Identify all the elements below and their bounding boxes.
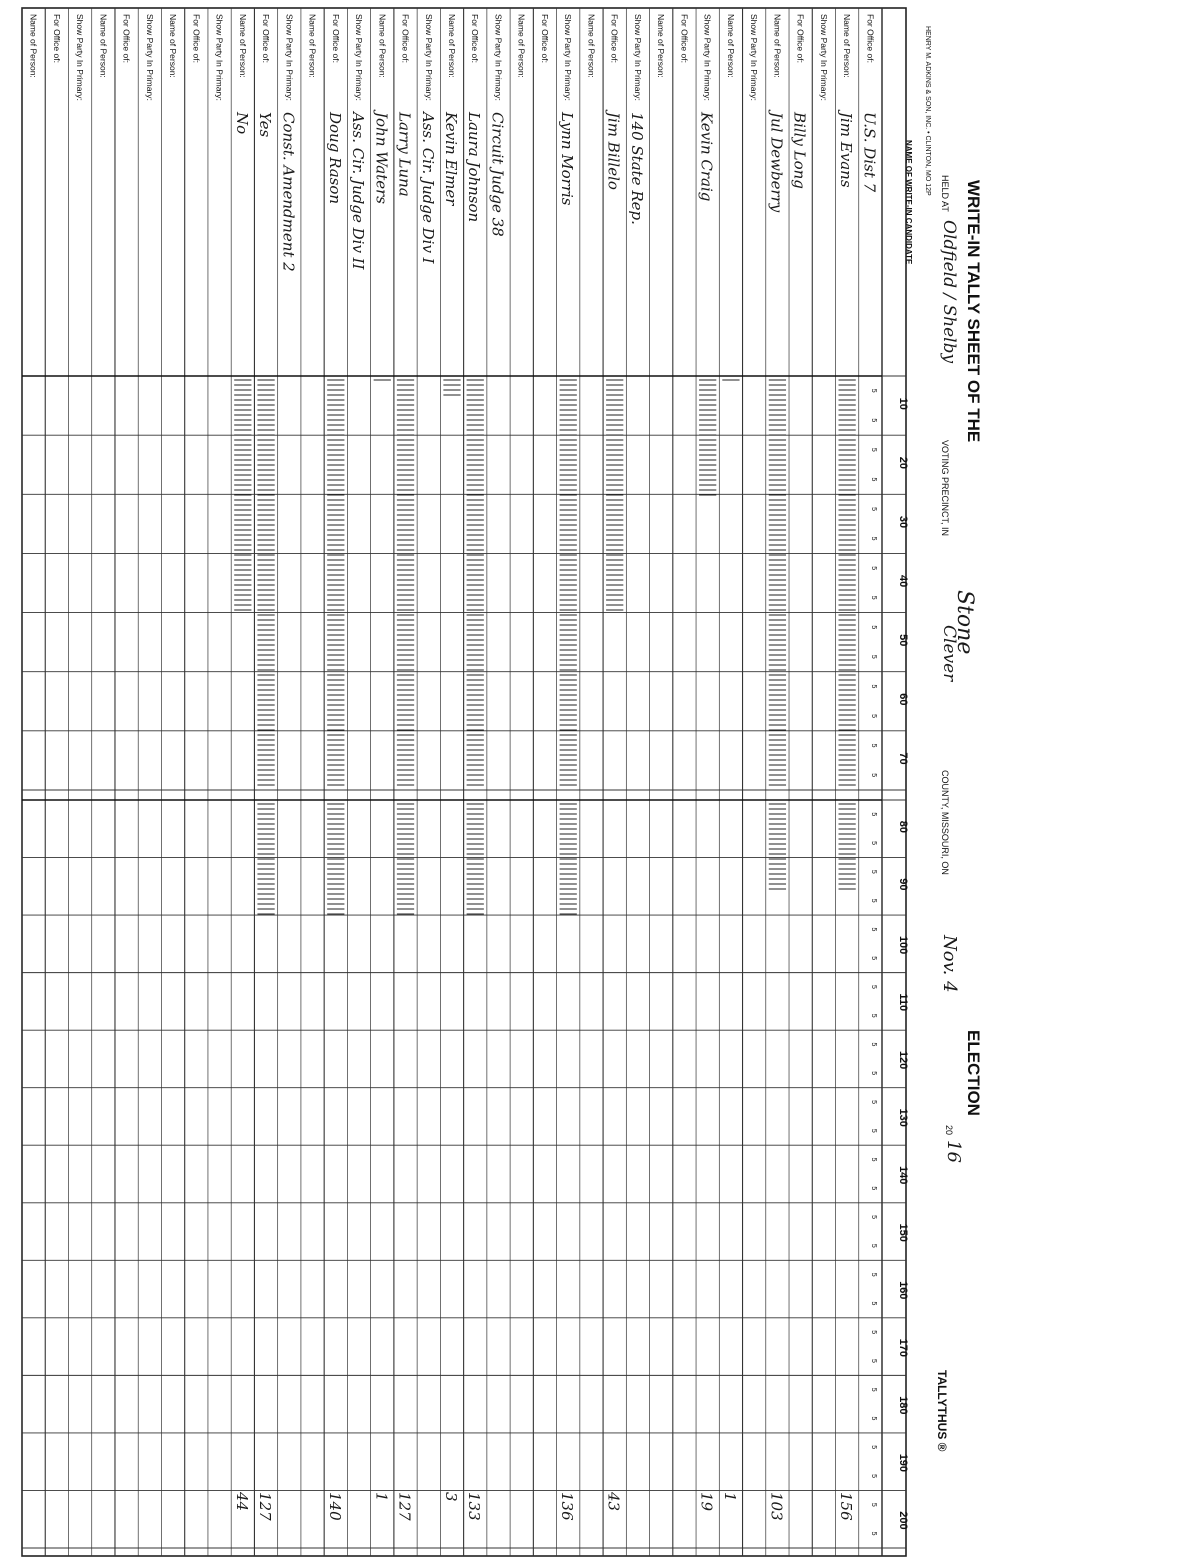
row-label: Name of Person: — [307, 14, 318, 78]
row-label: Show Party In Primary: — [284, 14, 295, 101]
scale-sub-marker: 5 — [870, 477, 877, 482]
scale-label: 180 — [897, 1396, 909, 1415]
row-label: Show Party In Primary: — [632, 14, 643, 101]
scale-sub-marker: 5 — [870, 1128, 877, 1133]
scale-label: 120 — [897, 1050, 909, 1070]
scale-sub-marker: 5 — [870, 654, 877, 659]
candidate-entry: Circuit Judge 38 — [488, 112, 507, 237]
scale-sub-marker: 5 — [870, 566, 877, 571]
scale-sub-marker: 5 — [870, 447, 877, 452]
candidate-entry: Kevin Elmer — [442, 112, 460, 206]
row-total: 103 — [767, 1492, 786, 1521]
scale-label: 50 — [897, 634, 909, 647]
scale-label: 20 — [897, 456, 909, 469]
scale-label: 30 — [897, 515, 909, 529]
row-label: For Office of: — [865, 14, 876, 63]
scale-sub-marker: 5 — [870, 1416, 877, 1421]
row-total: 127 — [395, 1492, 414, 1521]
row-label: Name of Person: — [237, 14, 248, 78]
scale-sub-marker: 5 — [870, 1243, 877, 1248]
candidate-entry: Jim Billelo — [604, 112, 623, 190]
scale-sub-marker: 5 — [870, 714, 877, 718]
row-label: Show Party In Primary: — [214, 14, 225, 101]
scale-sub-marker: 5 — [870, 1301, 877, 1306]
scale-sub-marker: 5 — [870, 1013, 877, 1018]
row-label: Show Party In Primary: — [563, 14, 574, 101]
row-label: Name of Person: — [772, 14, 783, 78]
scale-sub-marker: 5 — [870, 625, 877, 630]
column-header: NAME OF WRITE-IN CANDIDATE — [904, 140, 913, 265]
candidate-entry: 140 State Rep. — [627, 112, 646, 225]
scale-label: 60 — [897, 693, 909, 706]
county-label: COUNTY, MISSOURI, ON — [940, 770, 950, 875]
row-label: Name of Person: — [168, 14, 179, 78]
row-label: Name of Person: — [656, 14, 667, 78]
candidate-entry: Kevin Craig — [697, 112, 716, 202]
candidate-entry: Laura Johnson — [465, 112, 484, 223]
scale-sub-marker: 5 — [870, 536, 877, 541]
scale-sub-marker: 5 — [870, 1474, 877, 1478]
row-label: Name of Person: — [28, 14, 39, 78]
scale-label: 150 — [897, 1223, 909, 1242]
scale-sub-marker: 5 — [870, 743, 877, 748]
candidate-entry: Larry Luna — [395, 112, 414, 197]
scale-sub-marker: 5 — [870, 1445, 877, 1450]
row-label: Show Party In Primary: — [493, 14, 504, 101]
row-label: Show Party In Primary: — [749, 14, 760, 101]
candidate-entry: Doug Rason — [325, 112, 344, 205]
row-total: 1 — [372, 1492, 391, 1502]
candidate-entry: Billy Long — [790, 112, 809, 189]
scale-sub-marker: 5 — [870, 841, 877, 846]
candidate-entry: Yes — [256, 112, 275, 138]
row-total: 19 — [697, 1492, 716, 1512]
scale-label: 140 — [897, 1166, 909, 1185]
row-label: Show Party In Primary: — [702, 14, 713, 101]
scale-label: 110 — [897, 993, 909, 1012]
scale-sub-marker: 5 — [870, 1071, 877, 1076]
printer-credit: HENRY M. ADKINS & SON, INC. • CLINTON, MO 12P — [924, 26, 931, 196]
row-label: Show Party In Primary: — [144, 14, 155, 101]
scale-label: 70 — [897, 752, 909, 765]
scale-sub-marker: 5 — [870, 1186, 877, 1191]
row-label: Show Party In Primary: — [818, 14, 829, 101]
scale-label: 80 — [897, 820, 909, 834]
scale-label: 10 — [897, 397, 909, 410]
voting-precinct-label: VOTING PRECINCT, IN — [940, 440, 950, 537]
scale-label: 160 — [897, 1281, 909, 1300]
row-total: 127 — [256, 1492, 275, 1521]
row-label: Name of Person: — [516, 14, 527, 78]
row-label: For Office of: — [679, 14, 690, 63]
scale-sub-marker: 5 — [870, 418, 877, 423]
row-total: 43 — [604, 1492, 623, 1512]
row-total: 156 — [837, 1492, 856, 1521]
scale-label: 100 — [897, 935, 909, 955]
scale-sub-marker: 5 — [870, 1502, 877, 1507]
candidate-entry: Lynn Morris — [558, 112, 577, 206]
scale-sub-marker: 5 — [870, 927, 877, 932]
candidate-entry: Ass. Cir. Judge Div I — [418, 112, 437, 264]
scale-sub-marker: 5 — [870, 595, 877, 600]
scale-sub-marker: 5 — [870, 684, 877, 689]
candidate-entry: Jim Evans — [837, 112, 856, 188]
row-label: For Office of: — [609, 14, 620, 63]
row-label: Name of Person: — [447, 14, 457, 78]
scale-label: 190 — [897, 1453, 909, 1473]
row-label: Name of Person: — [842, 14, 853, 78]
scale-sub-marker: 5 — [870, 812, 877, 817]
year-prefix: 20 — [944, 1125, 954, 1136]
scale-sub-marker: 5 — [870, 956, 877, 961]
date-value: Nov. 4 — [939, 935, 960, 993]
tally-brand: TALLYTHUS ® — [935, 1370, 949, 1452]
row-label: For Office of: — [400, 14, 411, 63]
scale-sub-marker: 5 — [870, 1215, 877, 1220]
row-label: Show Party In Primary: — [423, 14, 434, 101]
scale-sub-marker: 5 — [870, 1387, 877, 1392]
row-total: 1 — [720, 1492, 739, 1502]
row-label: For Office of: — [51, 14, 62, 63]
scale-label: 130 — [897, 1108, 909, 1127]
scale-label: 200 — [897, 1511, 909, 1530]
candidate-entry: No — [232, 112, 251, 135]
candidate-entry: Const. Amendment 2 — [279, 112, 298, 272]
row-label: Name of Person: — [586, 14, 597, 78]
precinct-value: Clever — [939, 625, 959, 682]
held-at-label: HELD AT — [940, 175, 950, 212]
scale-label: 170 — [897, 1338, 909, 1357]
row-label: For Office of: — [330, 14, 341, 63]
scale-sub-marker: 5 — [870, 1272, 877, 1277]
row-label: Name of Person: — [725, 14, 736, 78]
scale-sub-marker: 5 — [870, 1100, 877, 1104]
candidate-entry: John Waters — [372, 112, 391, 204]
candidate-entry: Ass. Cir. Judge Div II — [349, 112, 368, 270]
row-total: 133 — [465, 1492, 484, 1521]
scale-sub-marker: 5 — [870, 1042, 877, 1047]
scale-sub-marker: 5 — [870, 898, 877, 903]
row-label: For Office of: — [191, 14, 202, 63]
candidate-entry: U.S. Dist 7 — [860, 112, 879, 193]
scale-sub-marker: 5 — [870, 388, 877, 393]
row-total: 140 — [325, 1492, 344, 1521]
row-label: Name of Person: — [98, 14, 109, 78]
row-total: 3 — [442, 1492, 460, 1502]
row-total: 44 — [232, 1492, 251, 1512]
candidate-entry: Jul Dewberry — [767, 112, 786, 213]
row-label: For Office of: — [261, 14, 272, 63]
scale-label: 40 — [897, 575, 909, 588]
year-value: 16 — [943, 1140, 964, 1163]
scale-sub-marker: 5 — [870, 507, 877, 511]
scale-sub-marker: 5 — [870, 869, 877, 874]
scale-sub-marker: 5 — [870, 1330, 877, 1335]
form-title: WRITE-IN TALLY SHEET OF THE — [964, 180, 983, 443]
scale-sub-marker: 5 — [870, 1531, 877, 1536]
row-label: For Office of: — [795, 14, 806, 63]
scale-label: 90 — [897, 878, 909, 891]
held-at-value: Oldfield / Shelby — [939, 220, 959, 364]
scale-sub-marker: 5 — [870, 985, 877, 989]
scale-sub-marker: 5 — [870, 1359, 877, 1363]
row-label: Name of Person: — [377, 14, 388, 78]
scale-sub-marker: 5 — [870, 1157, 877, 1162]
row-label: For Office of: — [539, 14, 550, 63]
row-label: Show Party In Primary: — [75, 14, 86, 101]
row-label: For Office of: — [121, 14, 132, 63]
row-label: For Office of: — [470, 14, 481, 63]
row-total: 136 — [558, 1492, 577, 1521]
scale-sub-marker: 5 — [870, 773, 877, 778]
election-label: ELECTION — [964, 1030, 983, 1116]
row-label: Show Party In Primary: — [354, 14, 365, 101]
election-type-value: Stone — [952, 590, 977, 655]
